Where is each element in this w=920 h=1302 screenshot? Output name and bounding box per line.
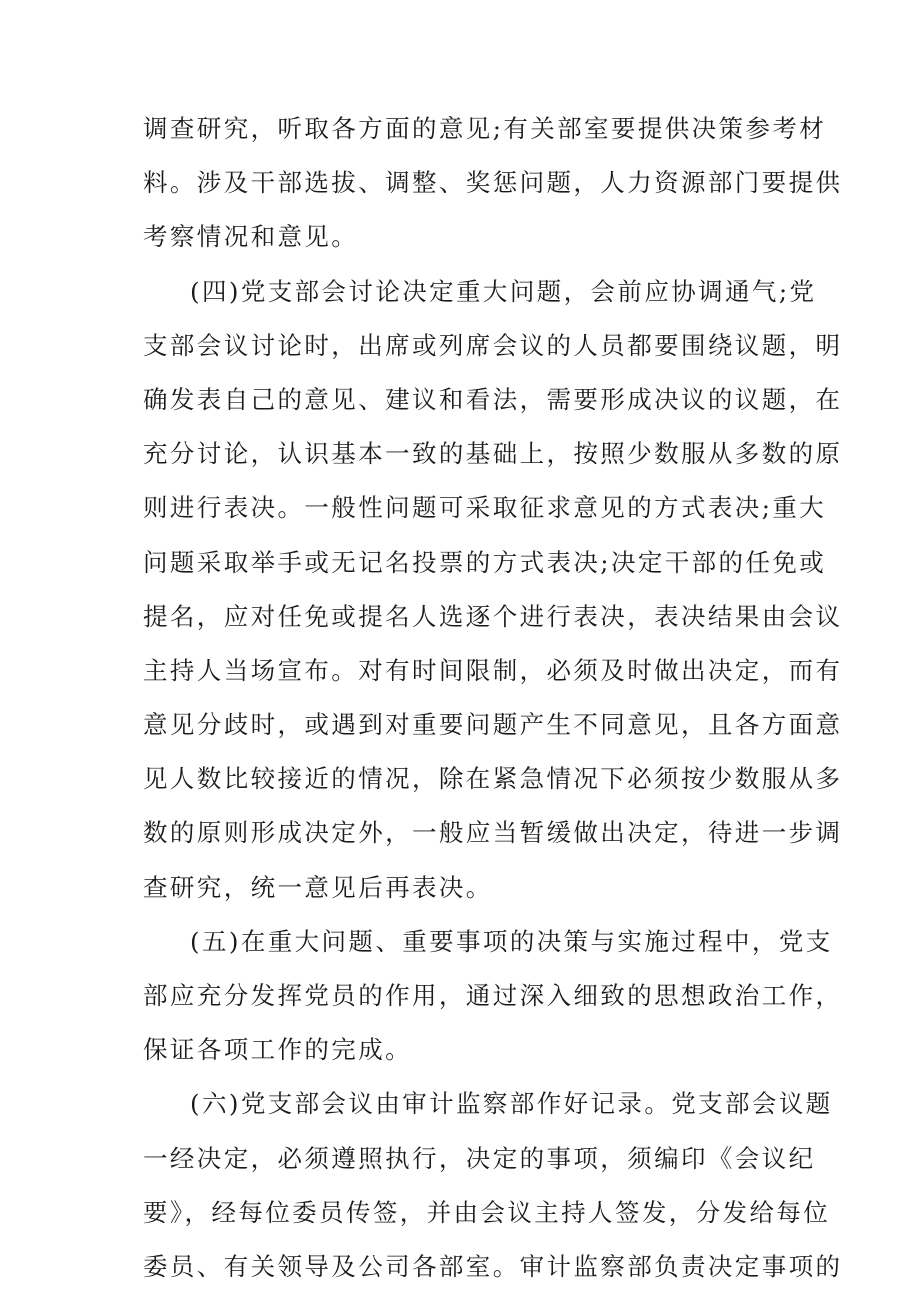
paragraph-four bbox=[143, 265, 843, 915]
text-line: 确发表自己的意见、建议和看法，需要形成决议的议题，在 bbox=[143, 384, 843, 414]
text-line: 提名，应对任免或提名人选逐个进行表决，表决结果由会议 bbox=[143, 601, 843, 631]
text-line: 部应充分发挥党员的作用，通过深入细致的思想政治工作， bbox=[143, 981, 843, 1010]
text-line: 保证各项工作的完成。 bbox=[143, 1035, 412, 1065]
text-line: 充分讨论，认识基本一致的基础上，按照少数服从多数的原 bbox=[143, 439, 843, 469]
text-line: 料。涉及干部选拔、调整、奖惩问题，人力资源部门要提供 bbox=[143, 168, 843, 198]
text-line: 问题采取举手或无记名投票的方式表决;决定干部的任免或 bbox=[143, 547, 827, 577]
text-line: 考察情况和意见。 bbox=[143, 222, 359, 252]
paragraph-six bbox=[143, 1077, 843, 1294]
text-line: 数的原则形成决定外，一般应当暂缓做出决定，待进一步调 bbox=[143, 818, 843, 848]
text-line: 要》，经每位委员传签，并由会议主持人签发，分发给每位 bbox=[143, 1197, 831, 1227]
text-line: 调查研究，听取各方面的意见;有关部室要提供决策参考材 bbox=[143, 114, 827, 143]
text-line: 一经决定，必须遵照执行，决定的事项，须编印《会议纪 bbox=[143, 1143, 816, 1173]
paragraph-five bbox=[143, 915, 843, 1078]
text-line: 支部会议讨论时，出席或列席会议的人员都要围绕议题，明 bbox=[143, 330, 843, 360]
text-line: 意见分歧时，或遇到对重要问题产生不同意见，且各方面意 bbox=[143, 710, 843, 740]
text-line: 委员、有关领导及公司各部室。审计监察部负责决定事项的 bbox=[143, 1251, 843, 1281]
document-body bbox=[143, 102, 843, 1294]
text-line: 主持人当场宣布。对有时间限制，必须及时做出决定，而有 bbox=[143, 655, 843, 685]
text-line: (四)党支部会讨论决定重大问题，会前应协调通气;党 bbox=[190, 276, 817, 306]
text-line: (五)在重大问题、重要事项的决策与实施过程中，党支 bbox=[190, 926, 833, 956]
text-line: 见人数比较接近的情况，除在紧急情况下必须按少数服从多 bbox=[143, 764, 843, 794]
paragraph-continuation bbox=[143, 102, 843, 265]
text-line: 则进行表决。一般性问题可采取征求意见的方式表决;重大 bbox=[143, 493, 827, 523]
text-line: 查研究，统一意见后再表决。 bbox=[143, 872, 493, 902]
text-line: (六)党支部会议由审计监察部作好记录。党支部会议题 bbox=[190, 1089, 833, 1119]
